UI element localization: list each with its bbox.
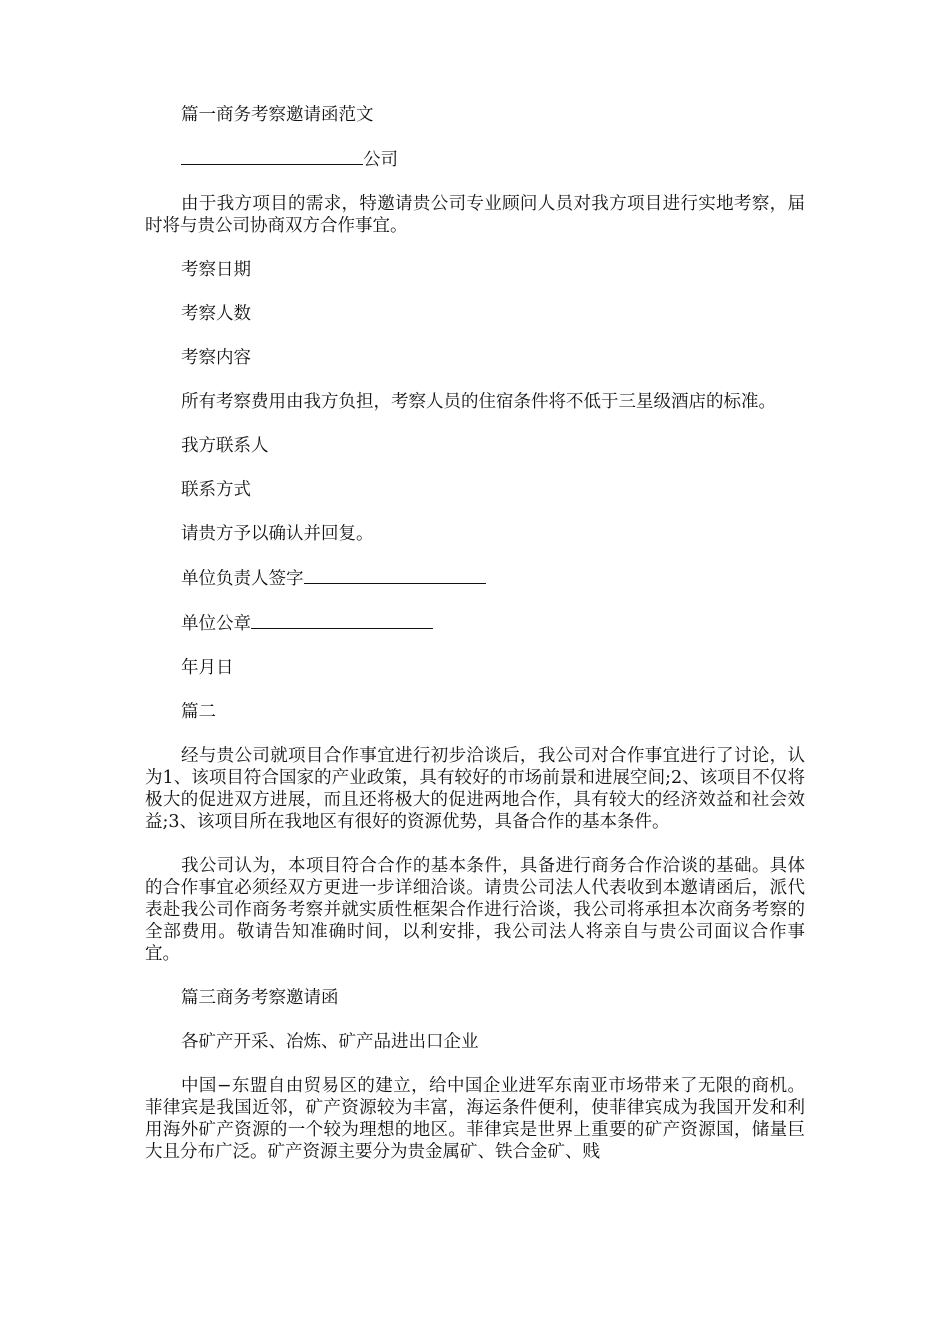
invitation-request-paragraph: 由于我方项目的需求，特邀请贵公司专业顾问人员对我方项目进行实地考察，届时将与贵公司协商双方合作事宜。 [145,194,805,236]
section-three-recipients: 各矿产开采、冶炼、矿产品进出口企业 [181,1032,479,1052]
signature-blank [304,567,486,584]
document-page [145,104,805,1185]
seal-line [145,612,805,635]
inspection-date-label: 考察日期 [181,260,251,280]
section-two-title: 篇二 [181,702,216,722]
contact-person-label: 我方联系人 [181,436,269,456]
seal-label: 单位公章 [181,614,251,634]
company-suffix: 公司 [363,150,398,170]
date-line: 年月日 [181,658,234,678]
signature-label: 单位负责人签字 [181,569,304,589]
section-two-paragraph-2: 我公司认为，本项目符合合作的基本条件，具备进行商务合作洽谈的基础。具体的合作事宜必须经双方更进一步详细洽谈。请贵公司法人代表收到本邀请函后，派代表赴我公司作商务考察并就实质性框架合作进行洽谈，我公司将承担本次商务考察的全部费用。敬请告知准确时间，以利安排，我公司法人将亲自与贵公司面议合作事宜。 [145,856,805,964]
section-one-title: 篇一商务考察邀请函范文 [181,105,374,125]
inspection-content-label: 考察内容 [181,348,251,368]
company-addressee-line [145,148,805,171]
inspection-people-label: 考察人数 [181,304,251,324]
contact-method-label: 联系方式 [181,480,251,500]
section-three-paragraph-1: 中国−东盟自由贸易区的建立，给中国企业进军东南亚市场带来了无限的商机。菲律宾是我国近邻，矿产资源较为丰富，海运条件便利，使菲律宾成为我国开发和利用海外矿产资源的一个较为理想的地区。菲律宾是世界上重要的矿产资源国，储量巨大且分布广泛。矿产资源主要分为贵金属矿、铁合金矿、贱 [145,1076,805,1162]
company-name-blank [181,148,363,165]
expenses-paragraph: 所有考察费用由我方负担，考察人员的住宿条件将不低于三星级酒店的标准。 [181,392,776,412]
section-two-paragraph-1: 经与贵公司就项目合作事宜进行初步洽谈后，我公司对合作事宜进行了讨论，认为1、该项目符合国家的产业政策，具有较好的市场前景和进展空间;2、该项目不仅将极大的促进双方进展，而且还将极大的促进两地合作，具有较大的经济效益和社会效益;3、该项目所在我地区有很好的资源优势，具备合作的基本条件。 [145,746,805,832]
section-three-title: 篇三商务考察邀请函 [181,988,339,1008]
seal-blank [251,612,433,629]
signature-line [145,567,805,590]
confirm-reply-line: 请贵方予以确认并回复。 [181,524,374,544]
